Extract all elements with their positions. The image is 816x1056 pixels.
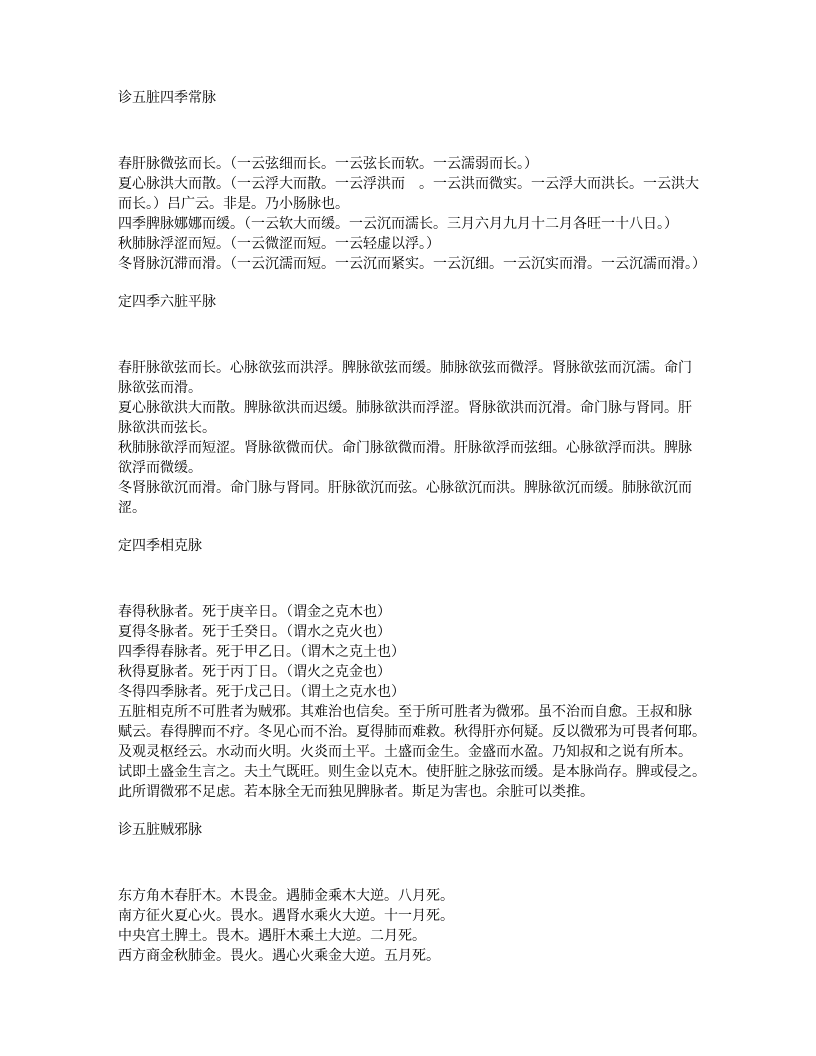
section-title: 定四季相克脉 (118, 538, 202, 554)
text-line: 冬肾脉欲沉而滑。命门脉与肾同。肝脉欲沉而弦。心脉欲沉而洪。脾脉欲沉而缓。肺脉欲沉而 (118, 480, 692, 496)
text-line: 五脏相克所不可胜者为贼邪。其难治也信矣。至于所可胜者为微邪。虽不治而自愈。王叔和脉 (118, 704, 692, 720)
section-title: 定四季六脏平脉 (118, 294, 216, 310)
text-line: 秋得夏脉者。死于丙丁日。（谓火之克金也） (118, 664, 391, 680)
text-line: 夏得冬脉者。死于壬癸日。（谓水之克火也） (118, 624, 391, 640)
paragraph (118, 154, 718, 274)
text-line: 涩。 (118, 500, 146, 516)
text-line: 脉欲洪而弦长。 (118, 420, 216, 436)
paragraph (118, 886, 718, 966)
text-line: 冬得四季脉者。死于戊己日。（谓土之克水也） (118, 684, 405, 700)
paragraph (118, 358, 718, 518)
section-four-season-six-organ-level-pulse (118, 292, 718, 518)
text-line: 夏心脉洪大而散。（一云浮大而散。一云浮洪而 。一云洪而微实。一云浮大而洪长。一云洪大 (118, 176, 699, 192)
text-line: 试即土盛金生言之。夫土气既旺。则生金以克木。使肝脏之脉弦而缓。是本脉尚存。脾或侵之。 (118, 764, 706, 780)
text-line: 赋云。春得脾而不疗。冬见心而不治。夏得肺而难救。秋得肝亦何疑。反以微邪为可畏者何耶。 (118, 724, 706, 740)
text-line: 秋肺脉浮涩而短。（一云微涩而短。一云轻虚以浮。） (118, 236, 440, 252)
text-line: 而长。）吕广云。非是。乃小肠脉也。 (118, 196, 349, 212)
text-line: 中央宫土脾土。畏木。遇肝木乘土大逆。二月死。 (118, 928, 426, 944)
section-title: 诊五脏四季常脉 (118, 90, 216, 106)
text-line: 夏心脉欲洪大而散。脾脉欲洪而迟缓。肺脉欲洪而浮涩。肾脉欲洪而沉滑。命门脉与肾同。肝 (118, 400, 692, 416)
section-four-season-overcoming-pulse (118, 536, 718, 802)
text-line: 东方角木春肝木。木畏金。遇肺金乘木大逆。八月死。 (118, 888, 454, 904)
text-line: 此所谓微邪不足虑。若本脉全无而独见脾脉者。斯足为害也。余脏可以类推。 (118, 784, 594, 800)
text-line: 秋肺脉欲浮而短涩。肾脉欲微而伏。命门脉欲微而滑。肝脉欲浮而弦细。心脉欲浮而洪。脾脉 (118, 440, 692, 456)
section-four-season-normal-pulse (118, 88, 718, 274)
text-line: 冬肾脉沉滞而滑。（一云沉濡而短。一云沉而紧实。一云沉细。一云沉实而滑。一云沉濡而滑。） (118, 256, 706, 272)
text-line: 及观灵枢经云。水动而火明。火炎而土平。土盛而金生。金盛而水盈。乃知叔和之说有所本。 (118, 744, 692, 760)
text-line: 脉欲弦而滑。 (118, 380, 202, 396)
paragraph (118, 602, 718, 802)
text-line: 春肝脉微弦而长。（一云弦细而长。一云弦长而软。一云濡弱而长。） (118, 156, 538, 172)
text-line: 春得秋脉者。死于庚辛日。（谓金之克木也） (118, 604, 391, 620)
text-line: 欲浮而微缓。 (118, 460, 202, 476)
text-line: 西方商金秋肺金。畏火。遇心火乘金大逆。五月死。 (118, 948, 440, 964)
section-five-organ-evil-pulse (118, 820, 718, 966)
text-line: 四季脾脉娜娜而缓。（一云软大而缓。一云沉而濡长。三月六月九月十二月各旺一十八日。） (118, 216, 678, 232)
text-line: 四季得春脉者。死于甲乙日。（谓木之克土也） (118, 644, 405, 660)
section-title: 诊五脏贼邪脉 (118, 822, 202, 838)
text-line: 南方征火夏心火。畏水。遇肾水乘火大逆。十一月死。 (118, 908, 454, 924)
text-line: 春肝脉欲弦而长。心脉欲弦而洪浮。脾脉欲弦而缓。肺脉欲弦而微浮。肾脉欲弦而沉濡。命门 (118, 360, 692, 376)
